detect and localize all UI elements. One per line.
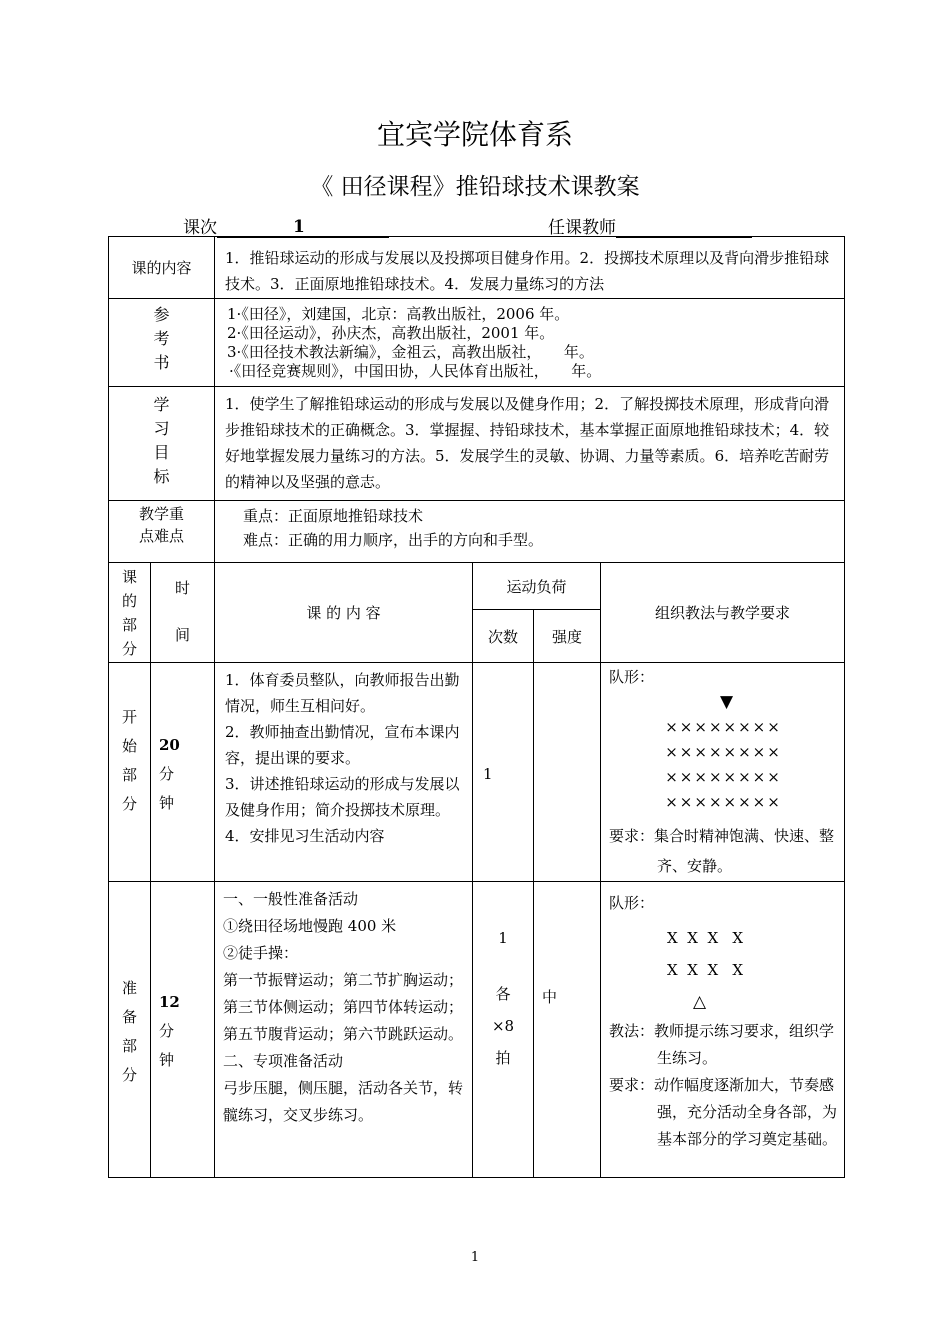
- formation-row: ××××××××: [665, 743, 782, 761]
- requirement-note: 要求：集合时精神饱满、快速、整齐、安静。: [609, 827, 835, 875]
- goals-text: 1．使学生了解推铅球运动的形成与发展以及健身作用；2．了解投掷技术原理，形成背向滑步推铅球技术的正确概念。3．掌握握、持铅球技术，基本掌握正面原地推铅球技术；4．较好地掌握发展力量练习的方法。5．发展学生的灵敏、协调、力量等素质。6．培养吃苦耐劳的精神以及坚强的意志。: [215, 387, 845, 501]
- start-minutes: 20: [159, 736, 180, 754]
- intensity-header: 强度: [534, 610, 601, 663]
- content-label: 课的内容: [109, 237, 215, 299]
- reference-list: [215, 299, 845, 387]
- start-content: [215, 663, 473, 882]
- list-item: 2．教师抽查出勤情况，宣布本课内容，提出课的要求。: [225, 723, 460, 767]
- prep-count: 1 各 ×8 拍: [473, 882, 534, 1178]
- table-header-row: [109, 563, 845, 610]
- start-part-label: 开 始 部 分: [109, 663, 151, 882]
- list-item: 4．安排见习生活动内容: [225, 827, 385, 845]
- formation-row: ××××××××: [665, 793, 782, 811]
- requirement-note: 要求：动作幅度逐渐加大，节奏感强，充分活动全身各部，为基本部分的学习奠定基础。: [609, 1076, 838, 1148]
- prep-method: [601, 882, 845, 1178]
- lesson-label: 课次: [183, 218, 217, 238]
- lesson-plan-table: [108, 236, 845, 1178]
- formation-label: 队形：: [609, 894, 655, 912]
- reference-item: 1·《田径》，刘建国，北京：高教出版社，2006 年。: [227, 305, 570, 323]
- reference-item: 2·《田径运动》，孙庆杰，高教出版社，2001 年。: [227, 324, 555, 342]
- list-item: 一、一般性准备活动: [223, 890, 359, 908]
- method-note: 教法：教师提示练习要求，组织学生练习。: [609, 1022, 835, 1067]
- key-points-label: 教学重 点难点: [109, 501, 215, 563]
- formation-row: X X X X: [667, 961, 744, 979]
- time-header: 时 间: [151, 563, 215, 663]
- part-header: 课 的 部 分: [109, 563, 151, 663]
- difficulty-point: 难点：正确的用力顺序，出手的方向和手型。: [243, 531, 544, 549]
- prep-intensity: 中: [534, 882, 601, 1178]
- method-header: 组织教法与教学要求: [601, 563, 845, 663]
- list-item: ②徒手操：: [223, 944, 299, 962]
- school-title: 宜宾学院体育系: [376, 118, 573, 151]
- start-count: 1: [473, 663, 534, 882]
- teacher-name: [616, 217, 752, 238]
- page-number: 1: [470, 1250, 480, 1265]
- content-row: [109, 237, 845, 299]
- reference-item: 3·《田径技术教法新编》，金祖云，高教出版社， 年。: [227, 343, 594, 361]
- lesson-number-line: [183, 213, 389, 238]
- teacher-marker-icon: △: [693, 992, 707, 1012]
- teacher-label: 任课教师: [548, 218, 616, 238]
- formation-row: ××××××××: [665, 718, 782, 736]
- key-points-row: [109, 501, 845, 563]
- prep-minutes: 12: [159, 993, 180, 1011]
- list-item: ①绕田径场地慢跑 400 米: [223, 917, 397, 935]
- formation-row: X X X X: [667, 929, 744, 947]
- prep-time: 12 分 钟: [151, 882, 215, 1178]
- prep-part-label: 准 备 部 分: [109, 882, 151, 1178]
- load-header: 运动负荷: [473, 563, 601, 610]
- prep-content: [215, 882, 473, 1178]
- formation-row: ××××××××: [665, 768, 782, 786]
- lesson-plan-title: 《 田径课程》推铅球技术课教案: [310, 174, 640, 200]
- lesson-number: 1: [293, 217, 305, 237]
- list-item: 弓步压腿，侧压腿，活动各关节，转髋练习，交叉步练习。: [223, 1079, 464, 1124]
- key-point: 重点：正面原地推铅球技术: [243, 507, 424, 525]
- start-time: 20 分 钟: [151, 663, 215, 882]
- references-label: 参 考 书: [109, 299, 215, 387]
- key-points-text: [215, 501, 845, 563]
- start-intensity: [534, 663, 601, 882]
- teacher-line: [548, 213, 752, 238]
- list-item: 第一节振臂运动；第二节扩胸运动；第三节体侧运动；第四节体转运动；第五节腹背运动；第六节跳跃运动。: [223, 971, 464, 1043]
- prep-section-row: [109, 882, 845, 1178]
- start-section-row: [109, 663, 845, 882]
- goals-row: [109, 387, 845, 501]
- list-item: 1．体育委员整队，向教师报告出勤情况，师生互相问好。: [225, 671, 460, 715]
- formation-label: 队形：: [609, 668, 655, 686]
- references-row: [109, 299, 845, 387]
- goals-label: 学 习 目 标: [109, 387, 215, 501]
- count-header: 次数: [473, 610, 534, 663]
- teacher-marker-icon: ▼: [719, 692, 734, 712]
- content-header: 课 的 内 容: [215, 563, 473, 663]
- reference-item: ·《田径竞赛规则》，中国田协，人民体育出版社， 年。: [229, 362, 602, 380]
- start-method: [601, 663, 845, 882]
- content-text: 1．推铅球运动的形成与发展以及投掷项目健身作用。2．投掷技术原理以及背向滑步推铅球技术。3．正面原地推铅球技术。4．发展力量练习的方法: [215, 237, 845, 299]
- list-item: 3．讲述推铅球运动的形成与发展以及健身作用；简介投掷技术原理。: [225, 775, 460, 819]
- list-item: 二、专项准备活动: [223, 1052, 344, 1070]
